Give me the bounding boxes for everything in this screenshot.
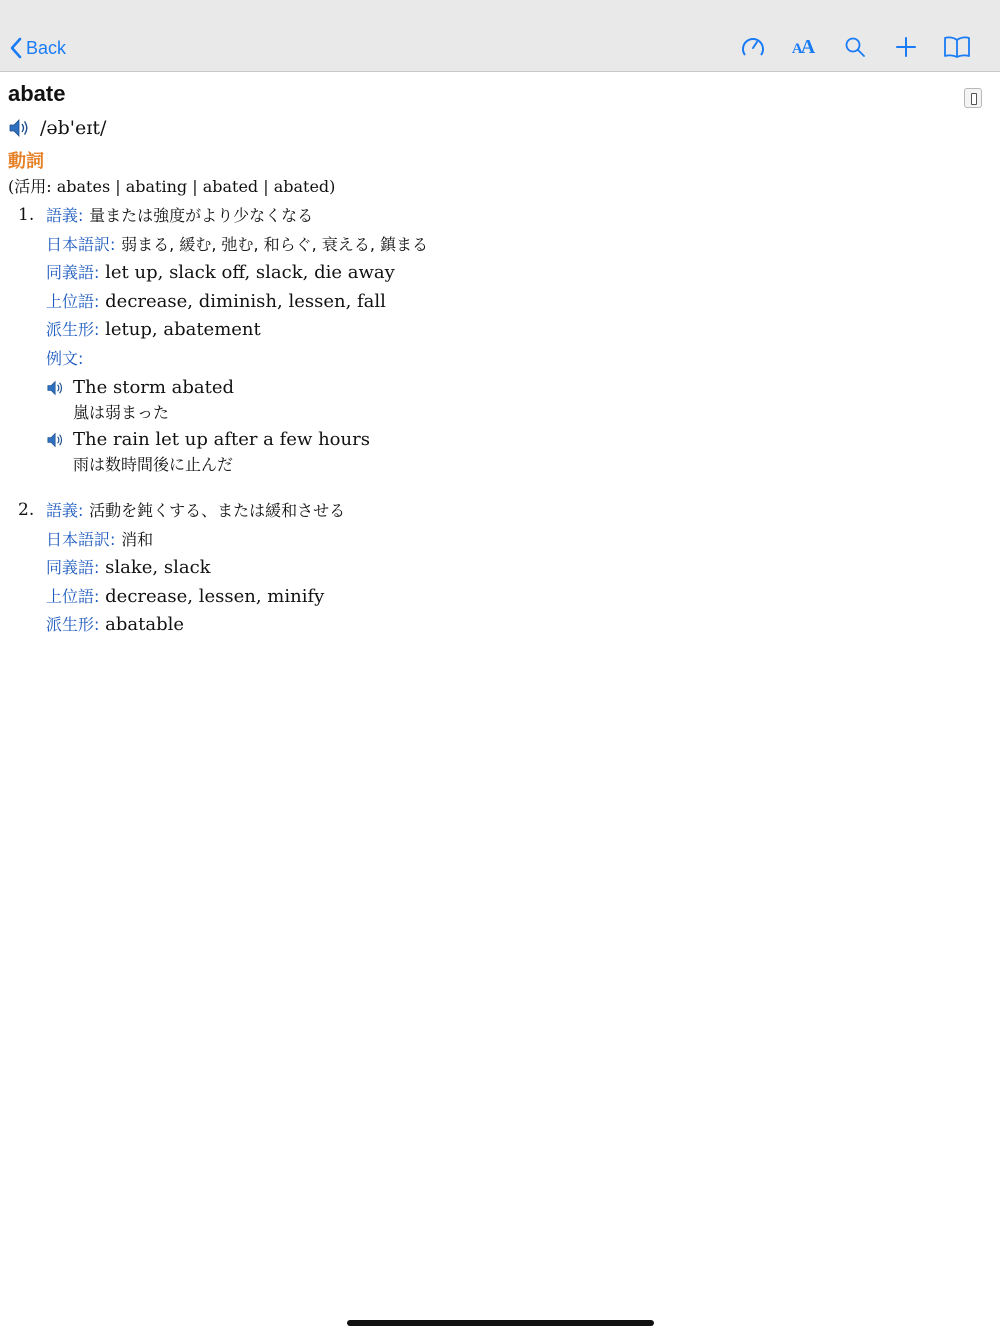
- add-button[interactable]: [880, 32, 931, 62]
- speaker-icon[interactable]: [8, 117, 32, 139]
- japanese-translation-line: [46, 526, 988, 555]
- pronunciation-row: [8, 114, 988, 142]
- speaker-icon[interactable]: [46, 379, 66, 397]
- font-size-button[interactable]: [778, 32, 829, 62]
- derived-forms-label: 派生形:: [46, 320, 100, 339]
- derived-forms-line: [46, 611, 988, 640]
- book-icon: [943, 35, 971, 59]
- gloss-text: 量または強度がより少なくなる: [89, 206, 314, 225]
- entry-content: [8, 80, 988, 640]
- synonyms-label: 同義語:: [46, 263, 100, 282]
- gloss-line: [46, 497, 988, 526]
- synonyms-label: 同義語:: [46, 558, 100, 577]
- example-japanese: 雨は数時間後に止んだ: [73, 455, 234, 474]
- hypernyms-text: decrease, diminish, lessen, fall: [105, 290, 386, 312]
- gloss-text: 活動を鈍くする、または緩和させる: [89, 501, 346, 520]
- japanese-translation-text: 弱まる, 緩む, 弛む, 和らぐ, 衰える, 鎮まる: [121, 234, 429, 254]
- sense-number: 1.: [18, 205, 35, 225]
- headword: abate: [8, 81, 66, 106]
- chevron-left-icon: [10, 37, 22, 59]
- font-size-icon: AA: [791, 36, 816, 58]
- home-indicator[interactable]: [347, 1320, 654, 1326]
- example-english: The rain let up after a few hours: [73, 429, 370, 450]
- part-of-speech: 動詞: [8, 151, 44, 172]
- hypernyms-line: [46, 583, 988, 612]
- hypernyms-text: decrease, lessen, minify: [105, 585, 325, 607]
- japanese-translation-label: 日本語訳:: [46, 234, 116, 254]
- bookmarks-button[interactable]: [931, 32, 982, 62]
- sense-1: [8, 202, 988, 477]
- speedometer-icon: [740, 34, 766, 60]
- navigation-bar: [0, 0, 1000, 72]
- derived-forms-text: abatable: [105, 614, 185, 635]
- search-icon: [844, 36, 866, 58]
- japanese-translation-line: [46, 231, 988, 260]
- pronunciation: /əb'eɪt/: [40, 117, 107, 139]
- sense-number: 2.: [18, 500, 35, 520]
- derived-forms-text: letup, abatement: [105, 319, 261, 340]
- derived-forms-label: 派生形:: [46, 615, 100, 634]
- speaker-icon[interactable]: [46, 431, 66, 449]
- japanese-translation-label: 日本語訳:: [46, 529, 116, 549]
- back-label: Back: [26, 37, 67, 58]
- hypernyms-label: 上位語:: [46, 291, 100, 311]
- add-icon: [895, 36, 917, 58]
- example-sentence: [46, 427, 988, 477]
- inflection: (活用: abates | abating | abated | abated): [8, 177, 336, 196]
- examples-line: [46, 345, 988, 374]
- page-toggle-button[interactable]: [964, 88, 982, 108]
- synonyms-line: [46, 259, 988, 288]
- synonyms-line: [46, 554, 988, 583]
- example-sentence: [46, 375, 988, 425]
- hypernyms-label: 上位語:: [46, 586, 100, 606]
- examples-label: 例文:: [46, 348, 84, 368]
- gloss-label: 語義:: [46, 501, 84, 520]
- hypernyms-line: [46, 288, 988, 317]
- example-japanese: 嵐は弱まった: [73, 403, 170, 422]
- japanese-translation-text: 消和: [121, 529, 154, 549]
- back-button[interactable]: [10, 34, 66, 62]
- example-english: The storm abated: [73, 377, 235, 398]
- synonyms-text: let up, slack off, slack, die away: [105, 262, 395, 283]
- derived-forms-line: [46, 316, 988, 345]
- gloss-label: 語義:: [46, 206, 84, 225]
- gloss-line: [46, 202, 988, 231]
- synonyms-text: slake, slack: [105, 557, 211, 578]
- sense-2: [8, 497, 988, 640]
- search-button[interactable]: [829, 32, 880, 62]
- toolbar: [727, 32, 982, 62]
- speedometer-button[interactable]: [727, 32, 778, 62]
